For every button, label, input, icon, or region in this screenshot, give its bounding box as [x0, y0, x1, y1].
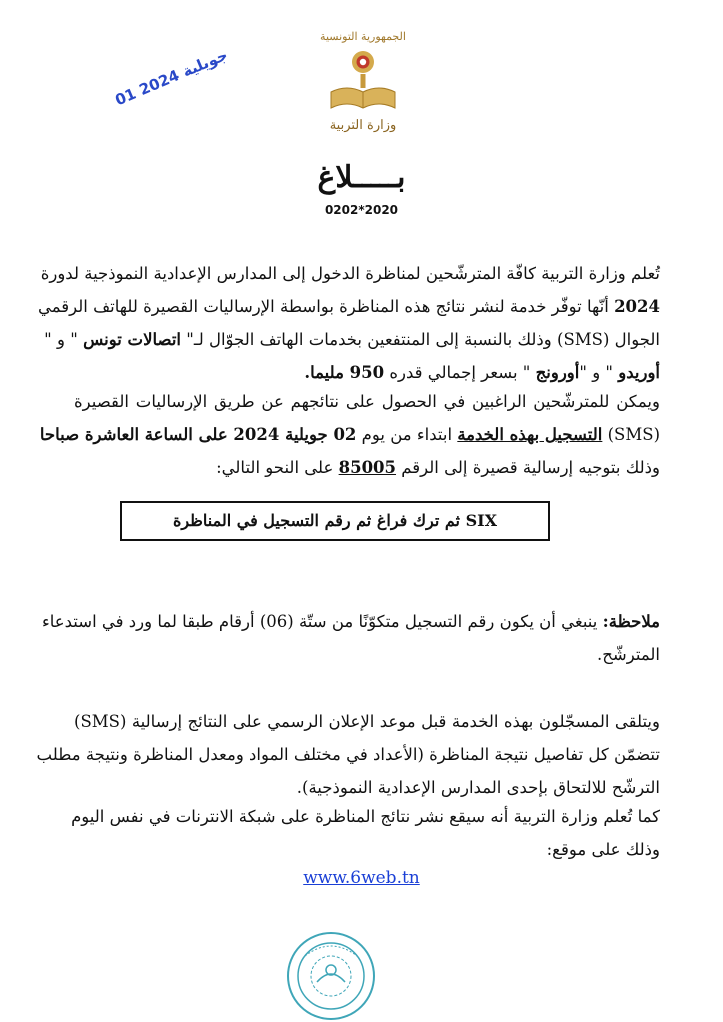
p3-line-2: تتضمّن كل تفاصيل نتيجة المناظرة (الأعداد في مختلف المواد ومعدل المناظرة ونتيجة مطلب [36, 745, 660, 764]
ministry-name: وزارة التربية [329, 118, 397, 133]
session-year: 2024 [614, 297, 660, 316]
paragraph-registration [39, 385, 660, 484]
p2-line-2: (SMS) التسجيل بهذه الخدمة ابتداء من يوم 02 جويلية 2024 على الساعة العاشرة صباحا [39, 425, 660, 444]
paragraph-details [36, 705, 660, 804]
p2-line-3: وذلك بتوجيه إرسالية قصيرة إلى الرقم 85005 على النحو التالي: [216, 458, 660, 477]
note-paragraph [42, 605, 660, 671]
p1-line-2: 2024 أنّها توفّر خدمة لنشر نتائج هذه المناظرة بواسطة الإرساليات القصيرة للهاتف الرقمي [37, 297, 660, 316]
paragraph-website [71, 800, 660, 866]
reference-number: 0202*2020 [324, 203, 399, 217]
operator-ooredoo: أوريدو [618, 363, 660, 382]
sms-number: 85005 [338, 458, 397, 477]
p1-line-4: أوريدو " و "أورونج " بسعر إجمالي قدره 950 مليما. [304, 363, 660, 382]
republic-text: الجمهورية التونسية [320, 30, 406, 43]
emblem-icon [323, 46, 403, 116]
p1-line-1: تُعلم وزارة التربية كافّة المترشّحين لمناظرة الدخول إلى المدارس الإعدادية النموذجية لدورة [40, 264, 660, 283]
website-link[interactable]: www.6web.tn [303, 868, 420, 888]
p3-line-3: الترشّح للالتحاق بإحدى المدارس الإعدادية النموذجية). [296, 778, 660, 797]
ministry-emblem [318, 30, 408, 148]
official-seal-icon [285, 930, 377, 1022]
p1-line-3: الجوال (SMS) وذلك بالنسبة إلى المنتفعين بخدمات الهاتف الجوّال لـ" اتصالات تونس " و " [44, 330, 660, 349]
p3-line-1: ويتلقى المسجّلون بهذه الخدمة قبل موعد الإعلان الرسمي على النتائج إرسالية (SMS) [74, 712, 660, 731]
operator-tunisie-telecom: اتصالات تونس [83, 330, 182, 349]
registration-highlight: التسجيل بهذه الخدمة [457, 425, 603, 444]
note-line-2: المترشّح. [597, 645, 660, 664]
sms-format-box: SIX ثم ترك فراغ ثم رقم التسجيل في المناظرة [120, 501, 550, 541]
p4-line-1: كما تُعلم وزارة التربية أنه سيقع نشر نتائج المناظرة على شبكة الانترنات في نفس اليوم [71, 807, 660, 826]
price: 950 مليما. [304, 363, 385, 382]
p2-line-1: ويمكن للمترشّحين الراغبين في الحصول على نتائجهم عن طريق الإرساليات القصيرة [74, 392, 660, 411]
operator-orange: أورونج [535, 363, 580, 382]
note-line-1: ملاحظة: ينبغي أن يكون رقم التسجيل متكوّنًا من ستّة (06) أرقام طبقا لما ورد في استدعاء [42, 612, 660, 631]
page-title: بـــــلاغ [317, 160, 406, 195]
start-datetime: 02 جويلية 2024 على الساعة العاشرة صباحا [39, 425, 357, 444]
p4-line-2: وذلك على موقع: [546, 840, 660, 859]
date-stamp: 01 جويلية 2024 [112, 45, 231, 110]
paragraph-announcement [37, 257, 660, 389]
note-label: ملاحظة: [602, 612, 660, 631]
